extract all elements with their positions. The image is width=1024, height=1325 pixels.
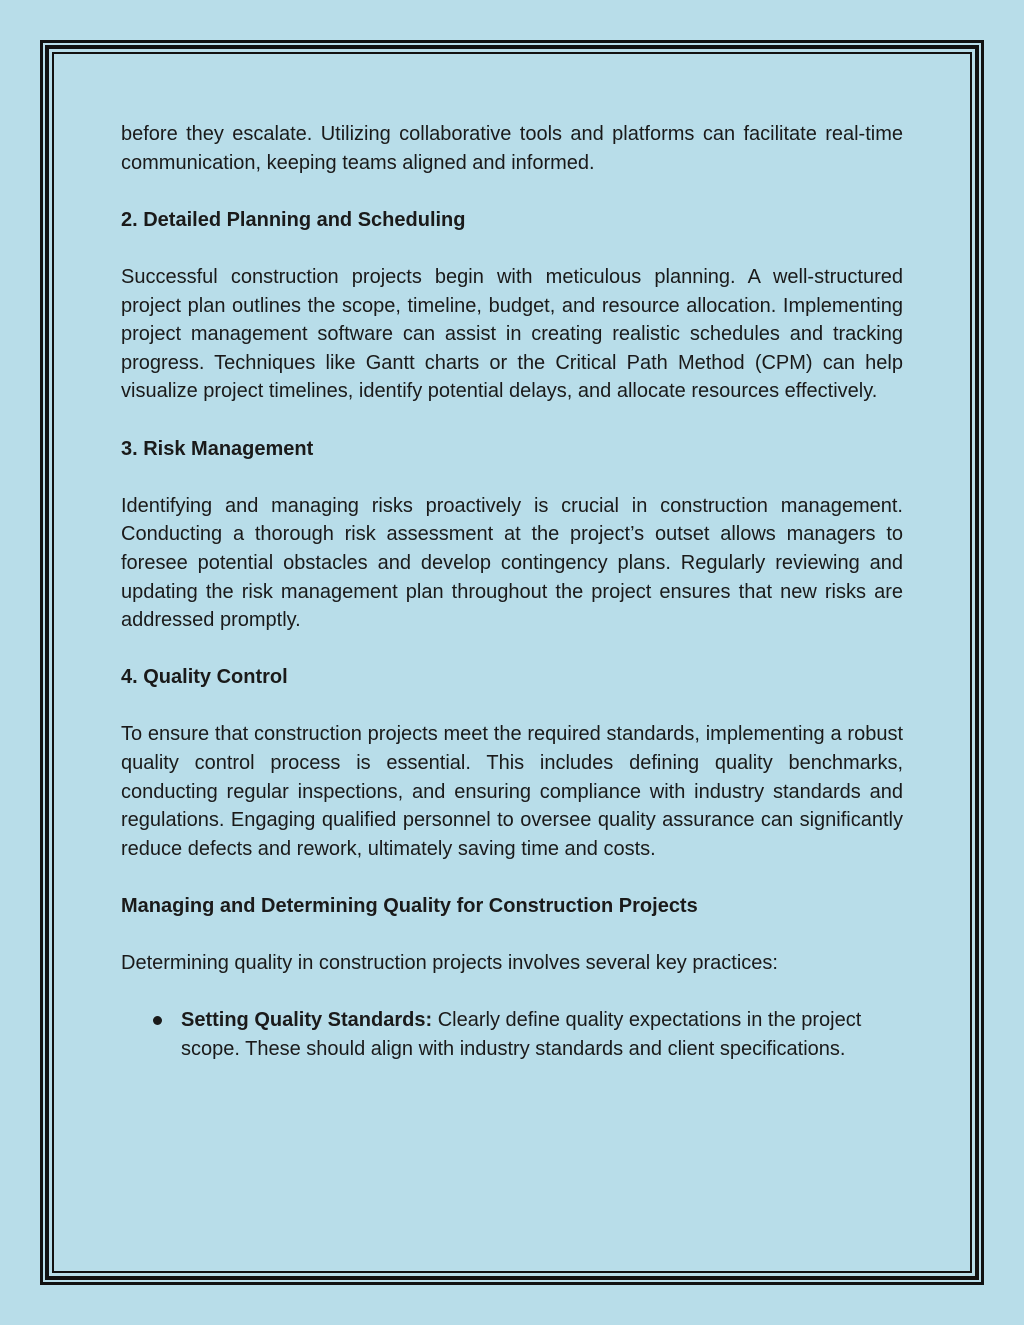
bullet-text: Clearly define quality expectations in the project scope. These should align with industry standards and client specifications. bbox=[181, 1009, 862, 1060]
section-heading-quality-control: 4. Quality Control bbox=[121, 666, 288, 689]
section-body-managing-quality: Determining quality in construction projects involves several key practices: bbox=[121, 952, 778, 975]
section-heading-risk: 3. Risk Management bbox=[121, 437, 314, 460]
intro-continuation: before they escalate. Utilizing collaborative tools and platforms can facilitate real-time communication, keeping teams aligned and informed. bbox=[121, 123, 903, 174]
section-heading-managing-quality: Managing and Determining Quality for Construction Projects bbox=[121, 895, 698, 918]
section-body-quality-control: To ensure that construction projects meet the required standards, implementing a robust quality control process is essential. This includes defining quality benchmarks, conducting regular inspections, and ensuring compliance with industry standards and regulations. Engaging qualified personnel to oversee quality assurance can significantly reduce defects and rework, ultimately saving time and costs. bbox=[121, 723, 903, 860]
document-body bbox=[121, 120, 903, 1064]
bullet-term: Setting Quality Standards: bbox=[181, 1009, 433, 1032]
section-body-planning: Successful construction projects begin with meticulous planning. A well-structured project plan outlines the scope, timeline, budget, and resource allocation. Implementing project management software can assist in creating realistic schedules and tracking progress. Techniques like Gantt charts or the Critical Path Method (CPM) can help visualize project timelines, identify potential delays, and allocate resources effectively. bbox=[121, 265, 903, 403]
section-body-risk: Identifying and managing risks proactively is crucial in construction management. Conducting a thorough risk assessment at the project’s outset allows managers to foresee potential obstacles and develop contingency plans. Regularly reviewing and updating the risk management plan throughout the project ensures that new risks are addressed promptly. bbox=[121, 494, 903, 632]
list-item bbox=[121, 1006, 903, 1063]
bullet-icon bbox=[153, 1016, 162, 1025]
quality-practices-list bbox=[121, 1006, 903, 1063]
section-heading-planning: 2. Detailed Planning and Scheduling bbox=[121, 208, 466, 231]
